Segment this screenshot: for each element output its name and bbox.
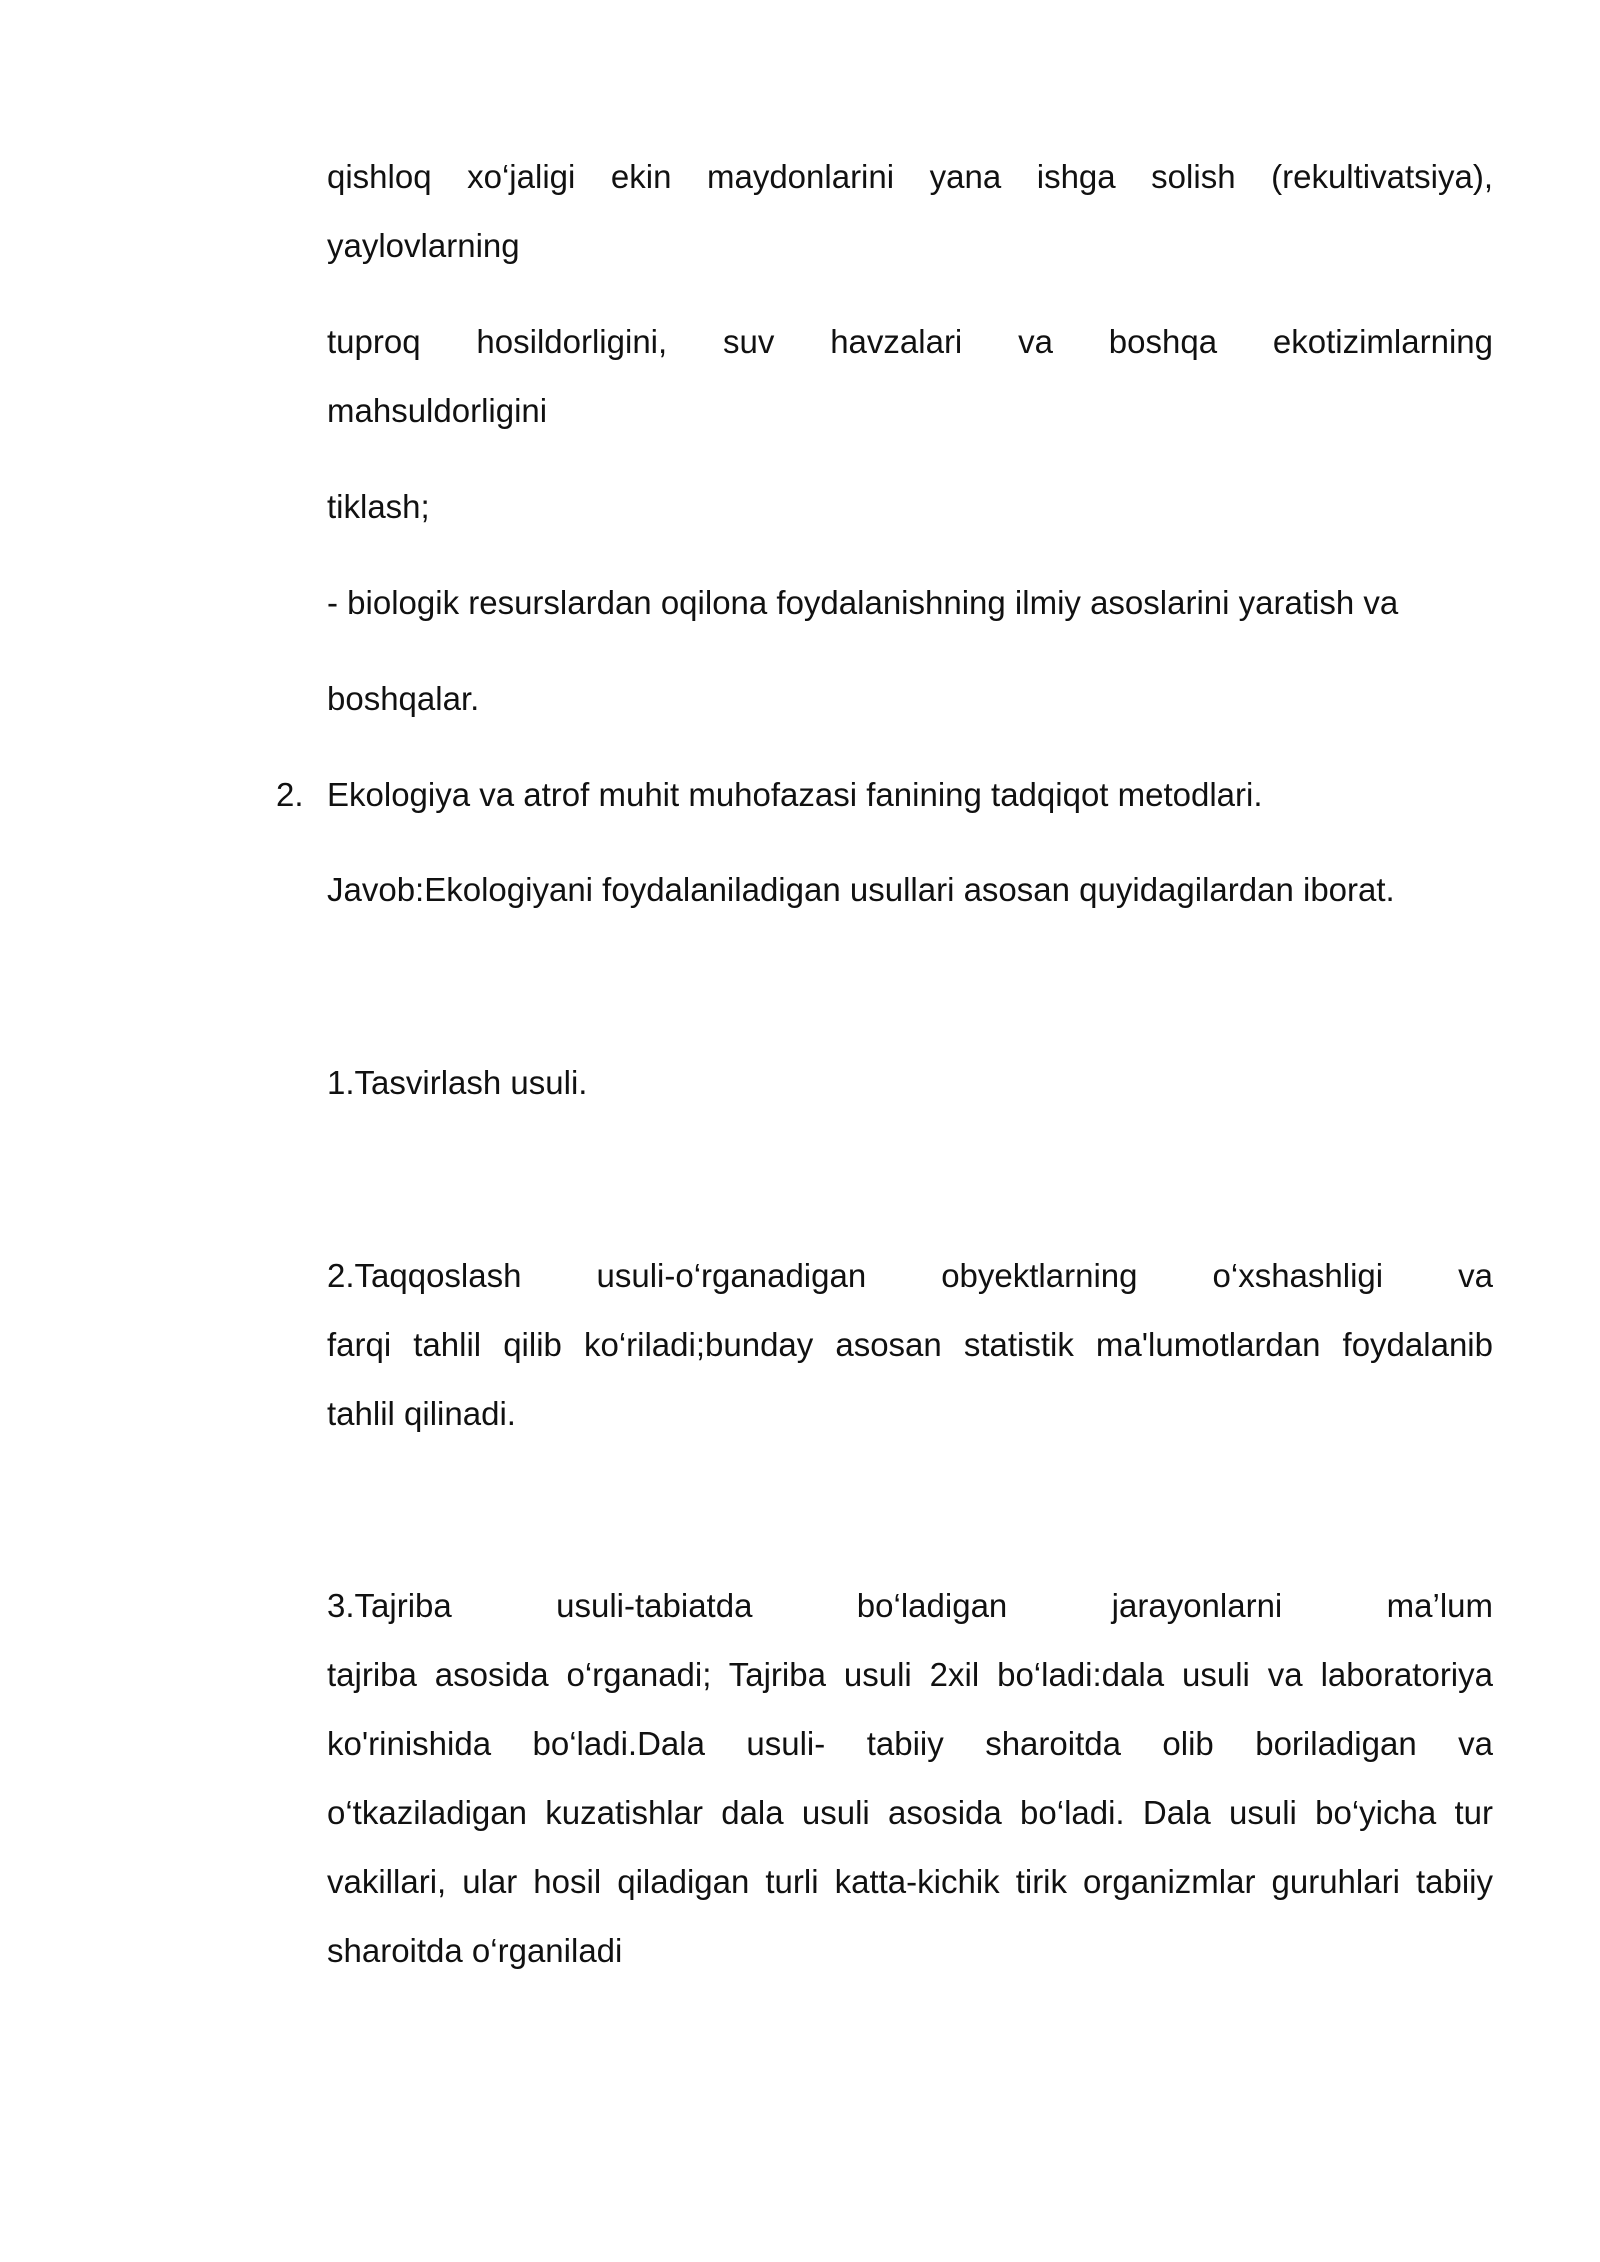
paragraph-line: tajriba asosida o‘rganadi; Tajriba usuli 2xil bo‘ladi:dala usuli va laboratoriya bbox=[327, 1656, 1493, 1693]
paragraph-line: sharoitda o‘rganiladi bbox=[327, 1932, 623, 1969]
method-item: 2.Taqqoslash usuli-o‘rganadigan obyektlarning o‘xshashligi va bbox=[327, 1257, 1493, 1294]
paragraph-line: o‘tkaziladigan kuzatishlar dala usuli asosida bo‘ladi. Dala usuli bo‘yicha tur bbox=[327, 1794, 1493, 1831]
paragraph-line: vakillari, ular hosil qiladigan turli katta-kichik tirik organizmlar guruhlari tabiiy bbox=[327, 1863, 1493, 1900]
paragraph-line: qishloq xo‘jaligi ekin maydonlarini yana ishga solish (rekultivatsiya), bbox=[327, 158, 1493, 195]
list-number: 2. bbox=[276, 776, 304, 813]
paragraph-line: farqi tahlil qilib ko‘riladi;bunday asosan statistik ma'lumotlardan foydalanib bbox=[327, 1326, 1493, 1363]
paragraph-line: - biologik resurslardan oqilona foydalanishning ilmiy asoslarini yaratish va bbox=[327, 584, 1399, 621]
paragraph-line: tiklash; bbox=[327, 488, 430, 525]
paragraph-line: mahsuldorligini bbox=[327, 392, 548, 429]
paragraph-line: tahlil qilinadi. bbox=[327, 1395, 516, 1432]
method-item: 1.Tasvirlash usuli. bbox=[327, 1064, 588, 1101]
paragraph-line: tuproq hosildorligini, suv havzalari va boshqa ekotizimlarning bbox=[327, 323, 1493, 360]
paragraph-line: boshqalar. bbox=[327, 680, 480, 717]
answer-line: Javob:Ekologiyani foydalaniladigan usullari asosan quyidagilardan iborat. bbox=[327, 871, 1395, 908]
method-item: 3.Tajriba usuli-tabiatda bo‘ladigan jarayonlarni ma’lum bbox=[327, 1587, 1493, 1624]
paragraph-line: yaylovlarning bbox=[327, 227, 520, 264]
paragraph-line: ko'rinishida bo‘ladi.Dala usuli- tabiiy sharoitda olib boriladigan va bbox=[327, 1725, 1493, 1762]
section-heading: Ekologiya va atrof muhit muhofazasi fanining tadqiqot metodlari. bbox=[327, 776, 1263, 813]
